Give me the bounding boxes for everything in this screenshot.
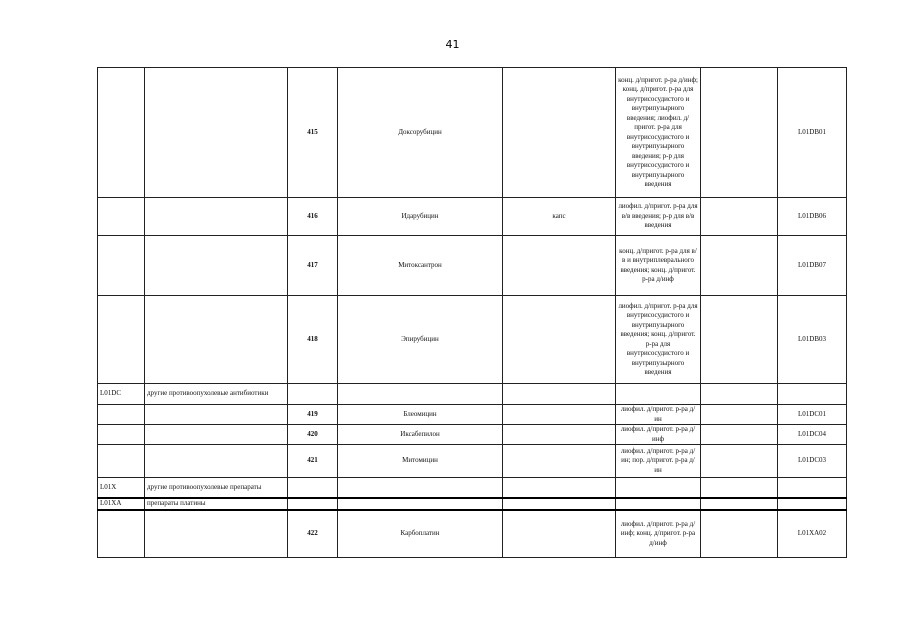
drug-name-cell: Доксорубицин bbox=[338, 68, 503, 198]
dosage-form-cell: лиофил. д/пригот. р-ра д/ин; пор. д/пригот. р-ра д/ин bbox=[616, 445, 701, 478]
group-cell bbox=[145, 425, 288, 445]
abbr-cell bbox=[503, 510, 616, 558]
atc-code-cell: L01DC01 bbox=[778, 405, 847, 425]
empty-cell bbox=[701, 236, 778, 296]
drug-name-cell: Идарубицин bbox=[338, 198, 503, 236]
atc-code-cell: L01XA02 bbox=[778, 510, 847, 558]
atc-code-cell bbox=[778, 498, 847, 510]
drug-name-cell bbox=[338, 384, 503, 405]
empty-cell bbox=[701, 384, 778, 405]
abbr-cell bbox=[503, 445, 616, 478]
atc-code-cell: L01DB01 bbox=[778, 68, 847, 198]
group-cell: другие противоопухолевые препараты bbox=[145, 478, 288, 498]
atc-code-cell: L01DB03 bbox=[778, 296, 847, 384]
abbr-cell bbox=[503, 236, 616, 296]
drug-name-cell: Эпирубицин bbox=[338, 296, 503, 384]
atc-code-cell: L01DC04 bbox=[778, 425, 847, 445]
number-cell bbox=[288, 478, 338, 498]
number-cell: 416 bbox=[288, 198, 338, 236]
number-cell: 417 bbox=[288, 236, 338, 296]
empty-cell bbox=[701, 445, 778, 478]
number-cell: 422 bbox=[288, 510, 338, 558]
number-cell: 419 bbox=[288, 405, 338, 425]
table-row bbox=[98, 236, 847, 296]
empty-cell bbox=[701, 405, 778, 425]
table-row bbox=[98, 498, 847, 510]
atc-code-cell: L01DB06 bbox=[778, 198, 847, 236]
table-row bbox=[98, 510, 847, 558]
dosage-form-cell bbox=[616, 384, 701, 405]
code-cell: L01DC bbox=[98, 384, 145, 405]
empty-cell bbox=[701, 296, 778, 384]
abbr-cell bbox=[503, 478, 616, 498]
abbr-cell bbox=[503, 384, 616, 405]
number-cell: 418 bbox=[288, 296, 338, 384]
number-cell: 415 bbox=[288, 68, 338, 198]
code-cell bbox=[98, 68, 145, 198]
abbr-cell: капс bbox=[503, 198, 616, 236]
atc-code-cell bbox=[778, 384, 847, 405]
atc-code-cell: L01DB07 bbox=[778, 236, 847, 296]
empty-cell bbox=[701, 510, 778, 558]
empty-cell bbox=[701, 478, 778, 498]
group-cell bbox=[145, 405, 288, 425]
drug-name-cell: Блеомицин bbox=[338, 405, 503, 425]
dosage-form-cell: лиофил. д/пригот. р-ра д/ин bbox=[616, 405, 701, 425]
drug-name-cell bbox=[338, 498, 503, 510]
abbr-cell bbox=[503, 498, 616, 510]
code-cell: L01X bbox=[98, 478, 145, 498]
table-row bbox=[98, 296, 847, 384]
group-cell bbox=[145, 236, 288, 296]
group-cell bbox=[145, 296, 288, 384]
drug-name-cell: Карбоплатин bbox=[338, 510, 503, 558]
group-cell: препараты платины bbox=[145, 498, 288, 510]
drug-name-cell bbox=[338, 478, 503, 498]
dosage-form-cell: лиофил. д/пригот. р-ра д/инф bbox=[616, 425, 701, 445]
empty-cell bbox=[701, 198, 778, 236]
number-cell: 420 bbox=[288, 425, 338, 445]
empty-cell bbox=[701, 425, 778, 445]
dosage-form-cell bbox=[616, 498, 701, 510]
dosage-form-cell: лиофил. д/пригот. р-ра для в/в введения; р-р для в/в введения bbox=[616, 198, 701, 236]
code-cell bbox=[98, 296, 145, 384]
dosage-form-cell: лиофил. д/пригот. р-ра для внутрисосудистого и внутрипузырного введения; конц. д/пригот. р-ра для внутрисосудистого и внутрипузырного введения bbox=[616, 296, 701, 384]
table-row bbox=[98, 478, 847, 498]
empty-cell bbox=[701, 68, 778, 198]
code-cell bbox=[98, 425, 145, 445]
group-cell bbox=[145, 198, 288, 236]
empty-cell bbox=[701, 498, 778, 510]
abbr-cell bbox=[503, 405, 616, 425]
atc-code-cell bbox=[778, 478, 847, 498]
dosage-form-cell bbox=[616, 478, 701, 498]
dosage-form-cell: конц. д/пригот. р-ра д/инф; конц. д/пригот. р-ра для внутрисосудистого и внутрипузырного введения; лиофил. д/пригот. р-ра для внутрисосудистого и внутрипузырного введения; р-р для внутрисосудистого и внутрипузырного введения bbox=[616, 68, 701, 198]
drug-name-cell: Митоксантрон bbox=[338, 236, 503, 296]
abbr-cell bbox=[503, 68, 616, 198]
code-cell bbox=[98, 198, 145, 236]
table-row bbox=[98, 445, 847, 478]
drug-table bbox=[97, 67, 847, 558]
table-row bbox=[98, 425, 847, 445]
code-cell bbox=[98, 236, 145, 296]
page-number: 41 bbox=[445, 38, 460, 51]
code-cell bbox=[98, 445, 145, 478]
table-row bbox=[98, 68, 847, 198]
dosage-form-cell: лиофил. д/пригот. р-ра д/инф; конц. д/пригот. р-ра д/инф bbox=[616, 510, 701, 558]
group-cell bbox=[145, 445, 288, 478]
abbr-cell bbox=[503, 425, 616, 445]
table-row bbox=[98, 198, 847, 236]
group-cell bbox=[145, 68, 288, 198]
atc-code-cell: L01DC03 bbox=[778, 445, 847, 478]
drug-name-cell: Иксабепилон bbox=[338, 425, 503, 445]
code-cell bbox=[98, 405, 145, 425]
group-cell bbox=[145, 510, 288, 558]
abbr-cell bbox=[503, 296, 616, 384]
group-cell: другие противоопухолевые антибиотики bbox=[145, 384, 288, 405]
code-cell: L01XA bbox=[98, 498, 145, 510]
number-cell bbox=[288, 498, 338, 510]
table-row bbox=[98, 384, 847, 405]
drug-name-cell: Митомицин bbox=[338, 445, 503, 478]
code-cell bbox=[98, 510, 145, 558]
table-row bbox=[98, 405, 847, 425]
number-cell: 421 bbox=[288, 445, 338, 478]
dosage-form-cell: конц. д/пригот. р-ра для в/в и внутриплеврального введения; конц. д/пригот. р-ра д/инф bbox=[616, 236, 701, 296]
number-cell bbox=[288, 384, 338, 405]
